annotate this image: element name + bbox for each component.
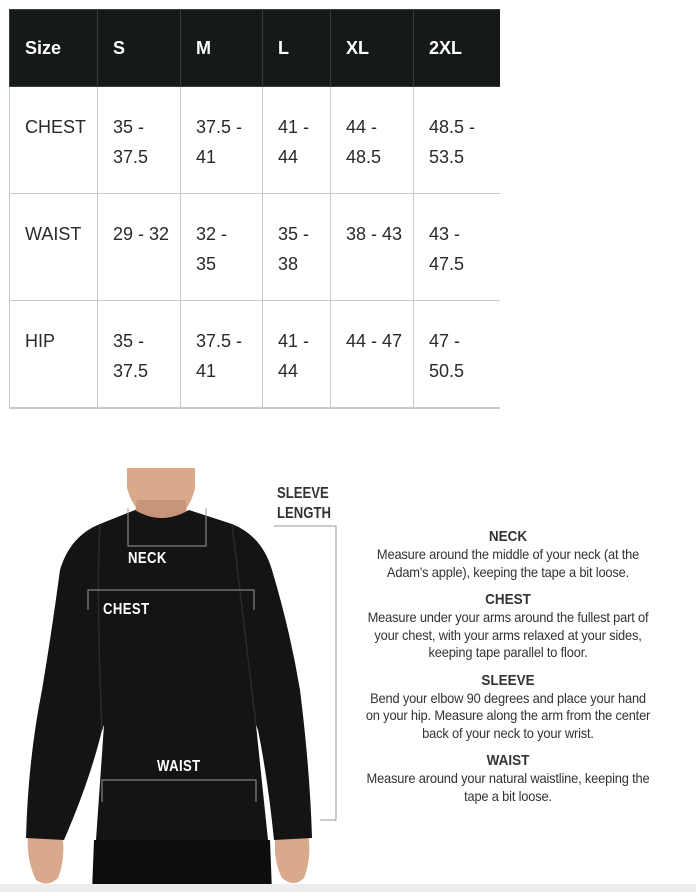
table-cell: 44 - 47 <box>331 301 414 408</box>
measurement-instructions <box>350 528 666 815</box>
row-label: HIP <box>10 301 98 408</box>
table-cell: 47 - 50.5 <box>414 301 500 408</box>
table-cell: 35 - 37.5 <box>98 87 181 194</box>
instruction-text: Bend your elbow 90 degrees and place your hand on your hip. Measure along the arm from the center back of your neck to your wrist. <box>365 689 651 741</box>
row-label: CHEST <box>10 87 98 194</box>
table-cell: 43 - 47.5 <box>414 194 500 301</box>
table-cell: 41 - 44 <box>263 87 331 194</box>
instruction-title: CHEST <box>485 591 531 608</box>
table-cell: 35 - 37.5 <box>98 301 181 408</box>
model-hand-left <box>28 832 64 884</box>
instruction-waist <box>350 752 666 805</box>
shirt <box>26 510 312 840</box>
header-2xl: 2XL <box>414 10 500 87</box>
header-s: S <box>98 10 181 87</box>
table-row-hip <box>10 301 500 408</box>
instruction-sleeve <box>350 672 666 743</box>
bottom-divider <box>0 884 696 892</box>
table-cell: 29 - 32 <box>98 194 181 301</box>
table-cell: 44 - 48.5 <box>331 87 414 194</box>
instruction-neck <box>350 528 666 581</box>
table-cell: 48.5 - 53.5 <box>414 87 500 194</box>
neck-label: NECK <box>128 550 167 567</box>
chest-label: CHEST <box>103 601 150 618</box>
instruction-text: Measure under your arms around the fullest part of your chest, with your arms relaxed at your sides, keeping tape parallel to floor. <box>367 609 649 660</box>
table-row-chest <box>10 87 500 194</box>
instruction-title: SLEEVE <box>481 671 535 689</box>
table-cell: 32 - 35 <box>181 194 263 301</box>
instruction-title: WAIST <box>486 752 530 769</box>
instruction-text: Measure around your natural waistline, keeping the tape a bit loose. <box>366 770 650 804</box>
row-label: WAIST <box>10 194 98 301</box>
table-cell: 37.5 - 41 <box>181 87 263 194</box>
table-header-row <box>10 10 500 87</box>
table-row-waist <box>10 194 500 301</box>
sleeve-label-line2: LENGTH <box>277 505 331 522</box>
instruction-chest <box>350 591 666 662</box>
size-chart-table <box>9 9 500 409</box>
table-cell: 35 - 38 <box>263 194 331 301</box>
header-size: Size <box>10 10 98 87</box>
measurement-guide <box>0 440 696 892</box>
waist-label: WAIST <box>157 758 201 775</box>
table-cell: 41 - 44 <box>263 301 331 408</box>
header-m: M <box>181 10 263 87</box>
header-xl: XL <box>331 10 414 87</box>
sleeve-length-label <box>277 484 331 524</box>
table-cell: 38 - 43 <box>331 194 414 301</box>
table-cell: 37.5 - 41 <box>181 301 263 408</box>
instruction-title: NECK <box>488 528 528 545</box>
instruction-text: Measure around the middle of your neck (at the Adam's apple), keeping the tape a bit loose. <box>376 546 640 580</box>
sleeve-label-line1: SLEEVE <box>277 485 329 502</box>
header-l: L <box>263 10 331 87</box>
